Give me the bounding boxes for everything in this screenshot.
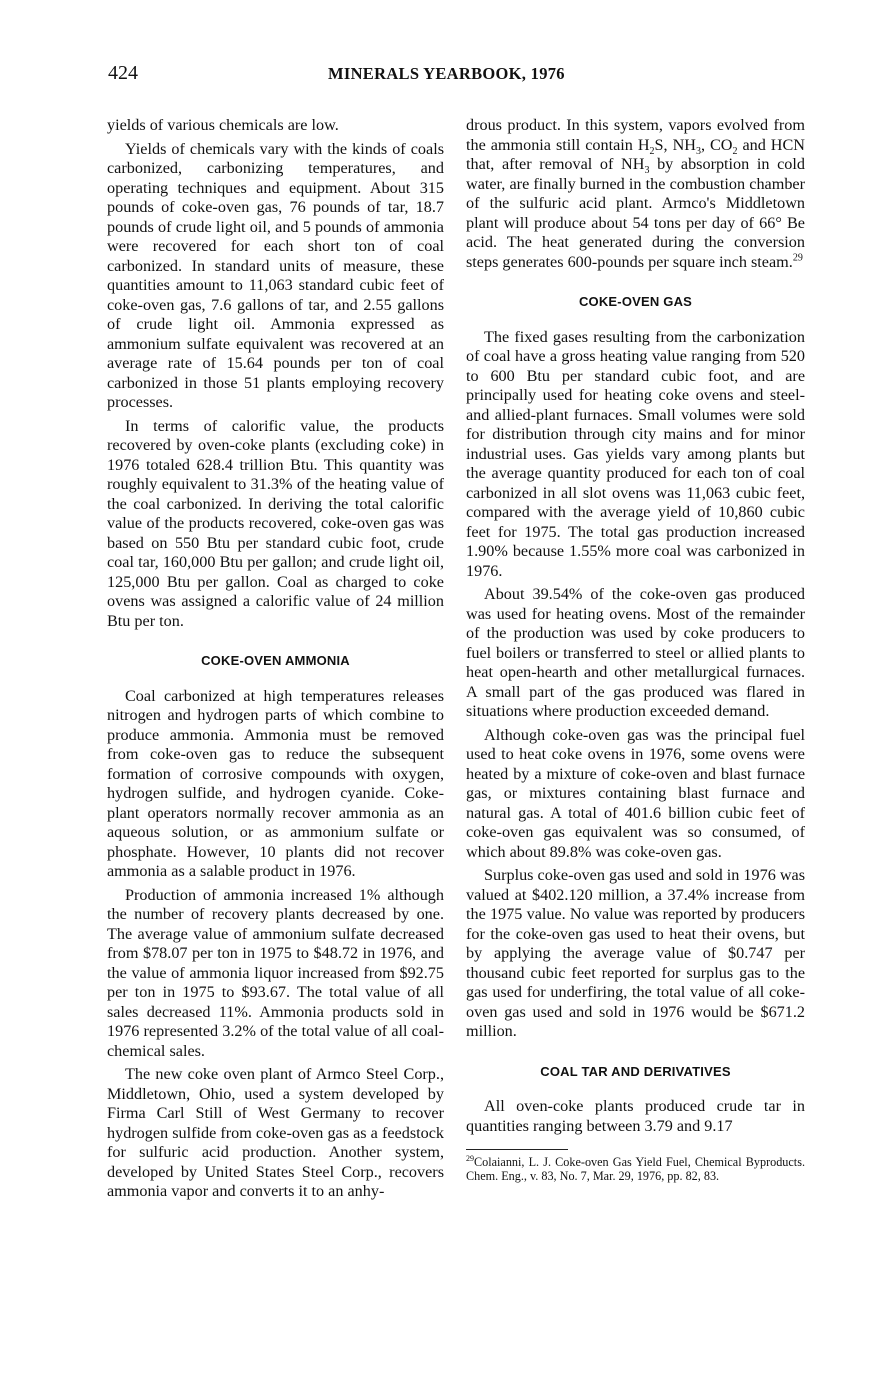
text-run: by absorption in cold water, are finally burned in the combustion chamber of the sulfuric acid plant. Armco's Middletown plant will produce about 54 tons per day of 66° Be acid. The heat generated during the conversion steps generates 600-pounds per square inch steam. bbox=[466, 155, 805, 271]
section-heading-coke-oven-ammonia: COKE-OVEN AMMONIA bbox=[201, 653, 350, 668]
footnote-divider bbox=[466, 1149, 568, 1150]
paragraph: Yields of chemicals vary with the kinds of coals carbonized, carbonizing temperatures, and operating techniques and equipment. About 315 pounds of coke-oven gas, 76 pounds of tar, 18.7 pounds of crude light oil, and 5 pounds of ammonia were recovered for each short ton of coal carbonized. In standard units of measure, these quantities amount to 11,063 standard cubic feet of coke-oven gas, 7.6 gallons of tar, and 2.55 gallons of crude light oil. Ammonia expressed as ammonium sulfate equivalent was recovered at an average rate of 15.64 pounds per ton of coal carbonized in those 51 plants employing recovery processes. bbox=[107, 139, 444, 411]
text-run: drous product. In this system, vapors evolved from the ammonia still contain H bbox=[466, 116, 805, 154]
paragraph: Coal carbonized at high temperatures releases nitrogen and hydrogen parts of which combine to produce ammonia. Ammonia must be removed from coke-oven gas to reduce the subsequent formation of corrosive compounds with oxygen, hydrogen sulfide, and hydrogen cyanide. Coke-plant operators normally recover ammonia as an aqueous solution, or as ammonium sulfate or phosphate. However, 10 plants did not recover ammonia as a salable product in 1976. bbox=[107, 686, 444, 880]
running-head: MINERALS YEARBOOK, 1976 bbox=[328, 64, 565, 83]
section-heading-coal-tar: COAL TAR AND DERIVATIVES bbox=[540, 1063, 731, 1079]
text-run: , CO bbox=[700, 135, 733, 154]
paragraph bbox=[466, 116, 805, 272]
footnote-reference: 29 bbox=[792, 252, 803, 264]
paragraph: In terms of calorific value, the products recovered by oven-coke plants (excluding coke) in 1976 totaled 628.4 trillion Btu. This quantity was roughly equivalent to 31.3% of the heating value of the coal carbonized. In deriving the total calorific value of the products recovered, coke-oven gas was based on 550 Btu per standard cubic foot, crude coal tar, 160,000 Btu per gallon; and crude light oil, 125,000 Btu per gallon. Coal as charged to coke ovens was assigned a calorific value of 24 million Btu per ton. bbox=[107, 416, 444, 630]
text-run: and HCN that, after removal of NH bbox=[466, 135, 805, 173]
left-column bbox=[107, 116, 444, 1202]
paragraph: Surplus coke-oven gas used and sold in 1976 was valued at $402.120 million, a 37.4% increase from the 1975 value. No value was reported by producers for the coke-oven gas used to heat their ovens, but by applying the average value of $0.747 per thousand cubic feet reported for surplus gas to the gas used for underfiring, the total value of all coke-oven gas used and sold in 1976 would be $671.2 million. bbox=[466, 866, 806, 1040]
paragraph: Production of ammonia increased 1% although the number of recovery plants decreased by one. The average value of ammonium sulfate decreased from $78.07 per ton in 1975 to $48.72 in 1976, and the value of ammonia liquor increased from $92.75 per ton in 1975 to $93.67. The total value of all sales decreased 11%. Ammonia products sold in 1976 represented 3.2% of the total value of all coal-chemical sales. bbox=[107, 885, 444, 1060]
paragraph: The new coke oven plant of Armco Steel Corp., Middletown, Ohio, used a system developed by Firma Carl Still of West Germany to recover hydrogen sulfide from coke-oven gas as a feedstock for sulfuric acid production. Another system, developed by United States Steel Corp., recovers ammonia vapor and converts it to an anhy- bbox=[107, 1065, 444, 1200]
paragraph: The fixed gases resulting from the carbonization of coal have a gross heating value ranging from 520 to 600 Btu per standard cubic foot, and are principally used for heating coke ovens and steel- and allied-plant furnaces. Small volumes were sold for distribution through city mains and for minor industrial uses. Gas yields vary among plants but the average quantity produced for each ton of coal carbonized in all slot ovens was 11,063 cubic feet, compared with the average yield of 10,860 cubic feet for 1975. The total gas production increased 1.90% because 1.55% more coal was carbonized in 1976. bbox=[466, 327, 805, 580]
subscript: 2 bbox=[649, 145, 655, 157]
footnote-text: Colaianni, L. J. Coke-oven Gas Yield Fuel, Chemical Byproducts. Chem. Eng., v. 83, No. 7, Mar. 29, 1976, pp. 82, 83. bbox=[466, 1155, 805, 1183]
paragraph: Although coke-oven gas was the principal fuel used to heat coke ovens in 1976, some ovens were heated by a mixture of coke-oven and blast furnace gas, or mixtures containing blast furnace and natural gas. A total of 401.6 billion cubic feet of coke-oven gas equivalent was so consumed, of which about 89.8% was coke-oven gas. bbox=[466, 725, 805, 861]
text-run: S, NH bbox=[654, 135, 696, 154]
right-column bbox=[466, 116, 805, 1183]
paragraph: About 39.54% of the coke-oven gas produced was used for heating ovens. Most of the remainder of the production was used by coke producers to fuel boilers or transferred to steel or allied plants to heat open-hearth and other metallurgical furnaces. A small part of the gas produced was flared in situations where production exceeded demand. bbox=[466, 585, 805, 720]
section-heading-coke-oven-gas: COKE-OVEN GAS bbox=[578, 294, 693, 309]
footnote-marker: 29 bbox=[466, 1153, 474, 1163]
page-number: 424 bbox=[108, 62, 138, 84]
subscript: 3 bbox=[695, 145, 701, 157]
paragraph: All oven-coke plants produced crude tar in quantities ranging between 3.79 and 9.17 bbox=[466, 1097, 805, 1135]
paragraph: yields of various chemicals are low. bbox=[107, 116, 339, 134]
subscript: 3 bbox=[644, 165, 650, 177]
footnote bbox=[466, 1153, 805, 1183]
subscript: 2 bbox=[732, 145, 738, 157]
page-header bbox=[108, 62, 809, 88]
